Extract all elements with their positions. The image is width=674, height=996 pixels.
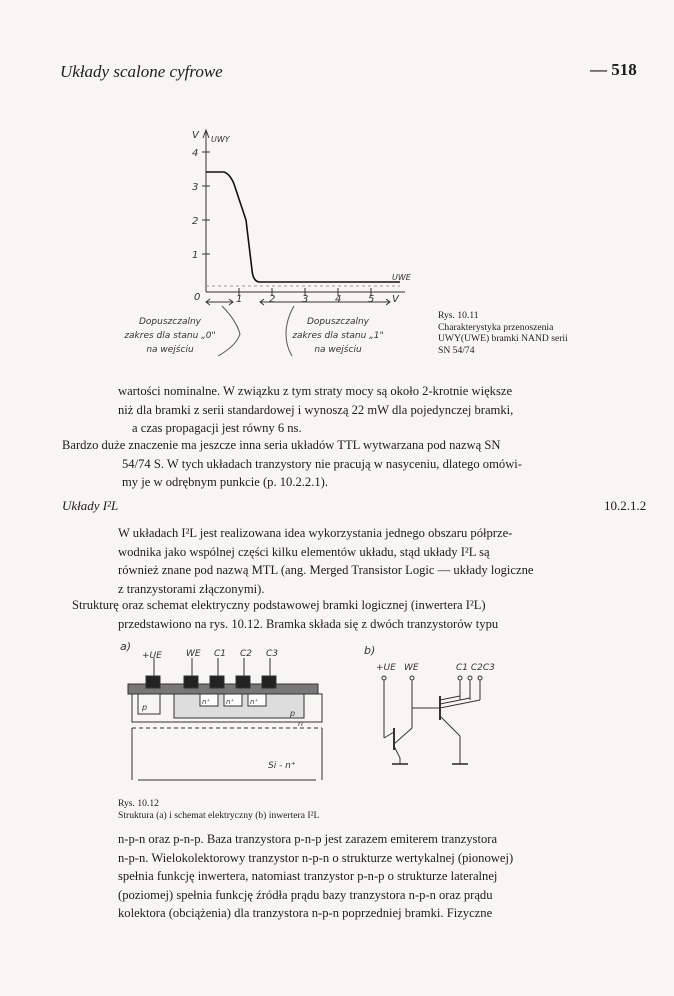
paragraph xyxy=(62,436,652,492)
region-n: n xyxy=(298,719,304,728)
caption-line: SN 54/74 xyxy=(438,344,475,356)
section-title: Układy I²L xyxy=(62,498,119,513)
caption-line: UWY(UWE) bramki NAND serii xyxy=(438,333,568,344)
terminal-we: WE xyxy=(186,649,201,659)
y-tick-1: 1 xyxy=(192,250,199,261)
running-header-title: Układy scalone cyfrowe xyxy=(60,62,223,81)
text-line: 54/74 S. W tych układach tranzystory nie pracują w nasyceniu, dlatego omówi- xyxy=(122,456,522,471)
x-tick-4: 4 xyxy=(335,294,342,305)
figure-b-label: b) xyxy=(364,644,376,657)
region-substrate: Si - n⁺ xyxy=(268,761,296,771)
paragraph xyxy=(118,524,652,598)
figure-10-12-caption xyxy=(118,798,538,821)
x-tick-1: 1 xyxy=(236,294,243,305)
x-origin-label: 0 xyxy=(194,292,201,303)
text-line: wartości nominalne. W związku z tym straty mocy są około 2-krotnie większe xyxy=(118,384,513,398)
x-axis-unit: V xyxy=(392,294,399,305)
y-tick-4: 4 xyxy=(192,148,199,159)
region-p: p xyxy=(142,703,148,712)
caption-number: Rys. 10.11 xyxy=(438,310,479,321)
region-n-plus-1: n⁺ xyxy=(202,698,211,706)
text-line: Strukturę oraz schemat elektryczny podstawowej bramki logicznej (inwertera I²L) xyxy=(72,598,486,612)
text-line: W układach I²L jest realizowana idea wykorzystania jednego obszaru półprze- xyxy=(118,526,513,540)
terminal-c2: C2 xyxy=(240,649,253,659)
region-p-base: p xyxy=(290,709,296,718)
figure-10-11-caption xyxy=(438,310,638,356)
figure-a-label: a) xyxy=(120,640,132,653)
zone-0-line2: zakres dla stanu „0" xyxy=(124,331,216,341)
schematic-we: WE xyxy=(404,663,419,673)
x-tick-2: 2 xyxy=(269,294,276,305)
schematic-collectors: C1 C2C3 xyxy=(456,663,495,673)
paragraph xyxy=(118,382,652,438)
region-n-plus-3: n⁺ xyxy=(250,698,259,706)
text-line: n-p-n oraz p-n-p. Baza tranzystora p-n-p jest zarazem emiterem tranzystora xyxy=(118,832,498,846)
zone-1-line1: Dopuszczalny xyxy=(307,317,369,327)
i2l-schematic-figure xyxy=(360,640,510,780)
caption-line: Charakterystyka przenoszenia xyxy=(438,321,554,333)
y-tick-3: 3 xyxy=(192,182,199,193)
zone-1-line2: zakres dla stanu „1" xyxy=(292,331,384,341)
terminal-c1: C1 xyxy=(214,649,227,659)
text-line: również znane pod nazwą MTL (ang. Merged Transistor Logic — układy logiczne xyxy=(118,563,534,577)
section-number: 10.2.1.2 xyxy=(604,498,647,513)
i2l-structure-figure xyxy=(118,640,348,790)
transfer-characteristic-figure xyxy=(100,120,440,370)
text-line: (poziomej) spełnia funkcję źródła prądu bazy tranzystora n-p-n oraz prądu xyxy=(118,887,493,902)
text-line: przedstawiono na rys. 10.12. Bramka składa się z dwóch tranzystorów typu xyxy=(118,616,499,631)
text-line: spełnia funkcję inwertera, natomiast tranzystor p-n-p o strukturze lateralnej xyxy=(118,869,498,883)
text-line: wodnika jako wspólnej części kilku elementów układu, stąd układy I²L są xyxy=(118,544,490,559)
zone-0-line3: na wejściu xyxy=(146,345,194,355)
page-number: — 518 xyxy=(590,60,637,79)
zone-1-line3: na wejściu xyxy=(314,345,362,355)
text-line: Bardzo duże znaczenie ma jeszcze inna seria układów TTL wytwarzana pod nazwą SN xyxy=(62,438,501,452)
zone-0-line1: Dopuszczalny xyxy=(139,317,201,327)
text-line: n-p-n. Wielokolektorowy tranzystor n-p-n o strukturze wertykalnej (pionowej) xyxy=(118,850,514,865)
text-line: my je w odrębnym punkcie (p. 10.2.2.1). xyxy=(122,475,329,489)
text-line: niż dla bramki z serii standardowej i wynoszą 22 mW dla pojedynczej bramki, xyxy=(118,402,514,417)
y-tick-2: 2 xyxy=(192,216,199,227)
paragraph xyxy=(72,596,652,633)
paragraph xyxy=(118,830,652,923)
y-axis-unit: V xyxy=(192,130,199,141)
y-axis-variable: UWY xyxy=(211,135,230,144)
text-line: a czas propagacji jest równy 6 ns. xyxy=(132,421,302,435)
caption-number: Rys. 10.12 xyxy=(118,798,159,809)
x-axis-variable: UWE xyxy=(392,273,411,282)
terminal-c3: C3 xyxy=(266,649,279,659)
region-n-plus-2: n⁺ xyxy=(226,698,235,706)
caption-line: Struktura (a) i schemat elektryczny (b) inwertera I²L xyxy=(118,809,320,821)
x-tick-3: 3 xyxy=(302,294,309,305)
terminal-ue: +UE xyxy=(142,651,162,661)
text-line: kolektora (obciążenia) dla tranzystora n-p-n poprzedniej bramki. Fizyczne xyxy=(118,906,493,920)
text-line: z tranzystorami złączonymi). xyxy=(118,581,265,596)
schematic-ue: +UE xyxy=(376,663,396,673)
x-tick-5: 5 xyxy=(368,294,375,305)
characteristic-curve xyxy=(206,172,400,282)
